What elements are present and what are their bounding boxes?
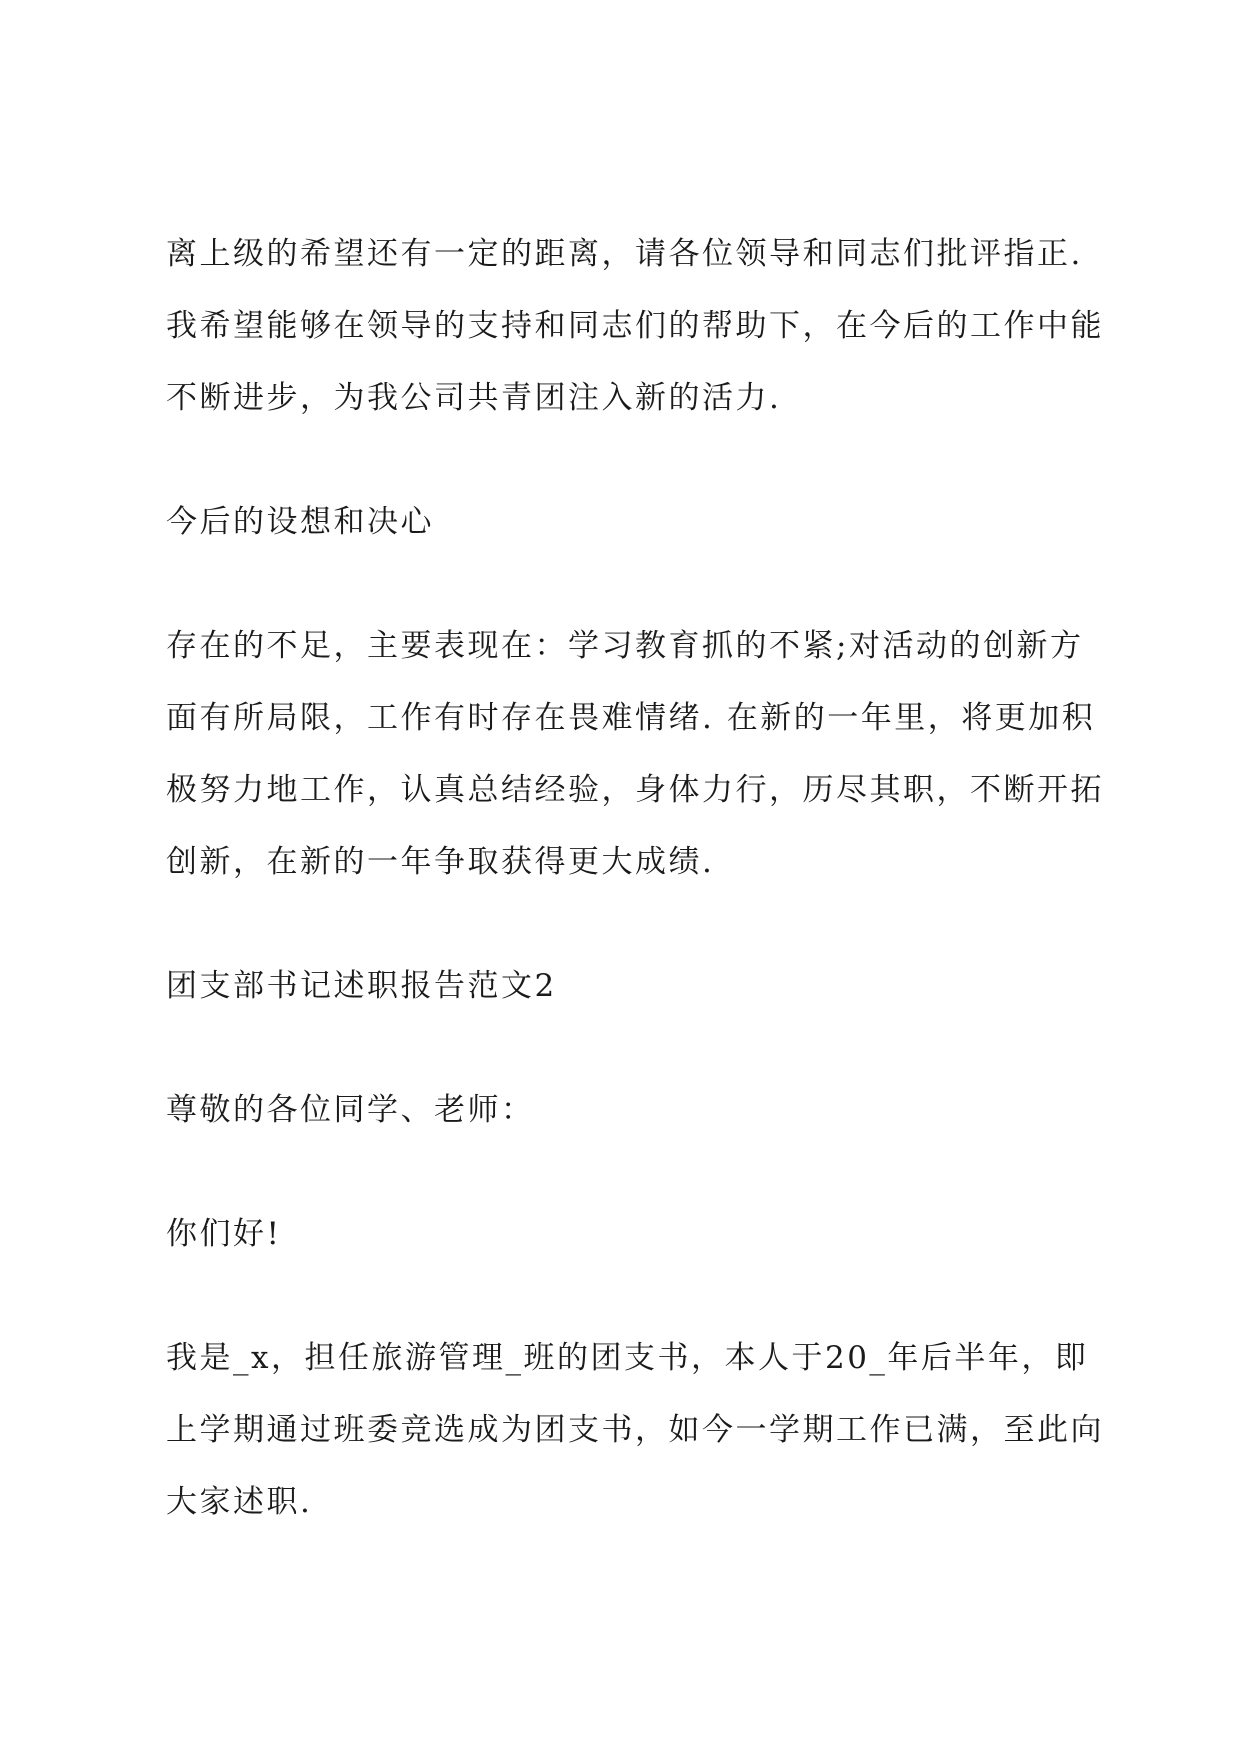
text-line: 极努力地工作，认真总结经验，身体力行，历尽其职，不断开拓 — [166, 772, 1104, 808]
section-heading-sample-2 — [166, 950, 1096, 1022]
salutation-text: 尊敬的各位同学、老师： — [166, 1092, 535, 1128]
text-line: 存在的不足，主要表现在：学习教育抓的不紧;对活动的创新方 — [166, 628, 1084, 664]
text-line: 我希望能够在领导的支持和同志们的帮助下，在今后的工作中能 — [166, 308, 1104, 344]
greeting — [166, 1198, 1096, 1270]
text-line: 创新，在新的一年争取获得更大成绩. — [166, 844, 715, 880]
text-line: 我是_x，担任旅游管理_班的团支书，本人于20_年后半年，即 — [166, 1340, 1089, 1376]
text-line: 离上级的希望还有一定的距离，请各位领导和同志们批评指正. — [166, 236, 1083, 272]
paragraph-closing-remarks — [166, 218, 1104, 434]
heading-text: 团支部书记述职报告范文2 — [166, 968, 557, 1004]
paragraph-shortcomings — [166, 610, 1104, 898]
section-heading-plans — [166, 486, 1096, 558]
text-line: 大家述职. — [166, 1484, 313, 1520]
document-body — [166, 218, 1104, 1538]
text-line: 不断进步，为我公司共青团注入新的活力. — [166, 380, 782, 416]
heading-text: 今后的设想和决心 — [166, 504, 434, 540]
salutation — [166, 1074, 1096, 1146]
greeting-text: 你们好! — [166, 1216, 282, 1252]
paragraph-introduction — [166, 1322, 1104, 1538]
text-line: 面有所局限，工作有时存在畏难情绪. 在新的一年里，将更加积 — [166, 700, 1096, 736]
text-line: 上学期通过班委竞选成为团支书，如今一学期工作已满，至此向 — [166, 1412, 1104, 1448]
